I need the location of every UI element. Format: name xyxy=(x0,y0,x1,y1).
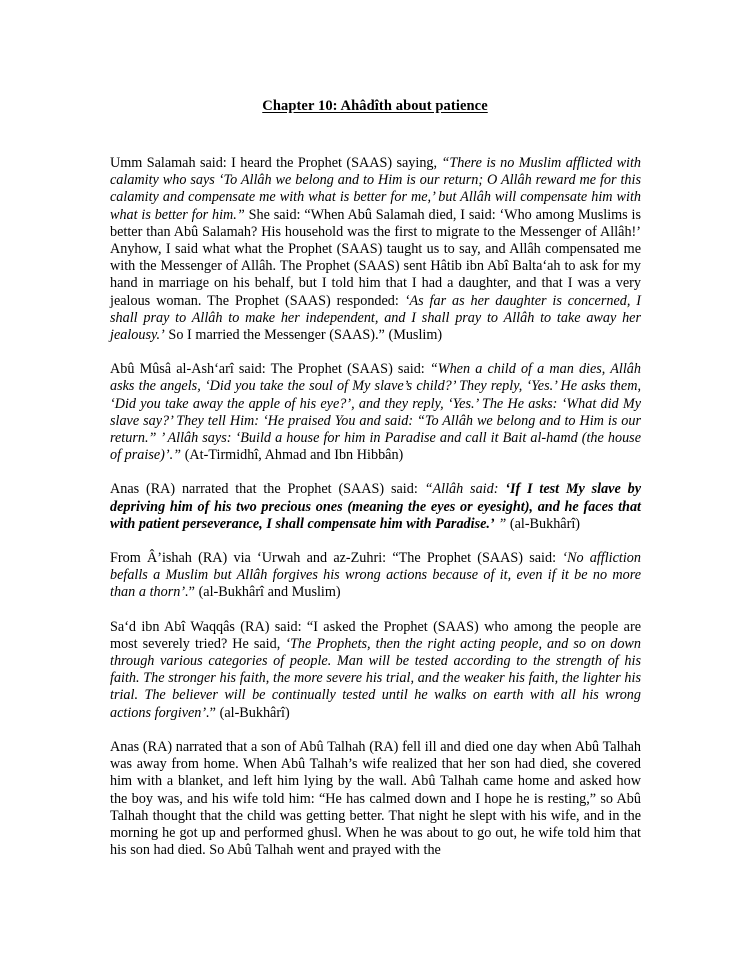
text-run-italic: “When a child of a man dies, Allâh asks the angels, ‘Did you take the soul of My slave’s child?’ They reply, ‘Yes.’ He asks them, ‘Did you take away the apple of his eye?’, and they reply, ‘Yes.’ The He asks: ‘What did My slave say?’ They tell Him: ‘He praised You and said: “To Allâh we belong and to Him is our return.” ’ Allâh says: ‘Build a house for him in Paradise and call it Bait al-hamd (the house of praise)’.” xyxy=(110,361,641,464)
text-run-regular: Abû Mûsâ al-Ash‘arî said: The Prophet (SAAS) said: xyxy=(110,361,430,378)
page-title xyxy=(0,98,750,115)
page-title-text: Chapter 10: Ahâdîth about patience xyxy=(262,97,488,114)
text-run-regular: Umm Salamah said: I heard the Prophet (SAAS) saying, xyxy=(110,155,442,171)
text-run-regular: She said: “When Abû Salamah died, I said: ‘Who among Muslims is better than Abû Salamah? His household was the first to migrate to the Messenger of Allâh!’ Anyhow, I said what what the Prophet (SAAS) taught us to say, and Allâh compensated me with the Messenger of Allâh. The Prophet (SAAS) sent Hâtib ibn Abî Balta‘ah to ask for my hand in marriage on his behalf, but I told him that I had a daughter, and that I was a very jealous woman. The Prophet (SAAS) responded: xyxy=(110,206,641,309)
text-run-regular: Sa‘d ibn Abî Waqqâs (RA) said: “I asked the Prophet (SAAS) who among the people are most severely tried? He said, xyxy=(110,618,641,652)
text-run-regular: (At-Tirmidhî, Ahmad and Ibn Hibbân) xyxy=(181,447,404,464)
paragraph-abu-musa-al-ashari xyxy=(110,361,641,464)
paragraph-umm-salamah xyxy=(110,155,641,344)
text-run-bold-italic: ‘If I test My slave by depriving him of his two precious ones (meaning the eyes or eyesight), and he faces that with patient perseverance, I shall compensate him with Paradise.’ xyxy=(110,481,641,532)
text-run-italic: ” xyxy=(494,515,507,532)
text-run-regular: Anas (RA) narrated that a son of Abû Talhah (RA) fell ill and died one day when Abû Talhah was away from home. When Abû Talhah’s wife realized that her son had died, she covered him with a blanket, and left him lying by the wall. Abû Talhah came home and asked how the boy was, and his wife told him: “He has calmed down and I hope he is resting,” so Abû Talhah thought that the child was getting better. That night he slept with his wife, and in the morning he got up and performed ghusl. When he was about to go out, he wife told him that his son had died. So Abû Talhah went and prayed with the xyxy=(110,738,641,859)
paragraph-abu-talhah xyxy=(110,739,641,859)
paragraph-sad-ibn-abi-waqqas xyxy=(110,619,641,722)
text-run-regular: Anas (RA) narrated that the Prophet (SAAS) said: xyxy=(110,481,425,498)
paragraph-anas-allah-said xyxy=(110,481,641,533)
document-body xyxy=(110,155,641,859)
text-run-regular: So I married the Messenger (SAAS).” (Muslim) xyxy=(164,327,443,344)
text-run-italic: “There is no Muslim afflicted with calamity who says ‘To Allâh we belong and to Him is our return; O Allâh reward me for this calamity and compensate me with what is better for me,’ but Allâh will compensate him with what is better for him.” xyxy=(110,155,642,223)
text-run-italic: ‘No affliction befalls a Muslim but Allâh forgives his wrong actions because of it, even if it be no more than a thorn’. xyxy=(110,550,641,601)
text-run-regular: (al-Bukhârî) xyxy=(506,515,580,532)
text-run-italic: ‘The Prophets, then the right acting people, and so on down through various categories of people. Man will be tested according to the strength of his faith. The stronger his faith, the more severe his trial, and the weaker his faith, the lighter his trial. The believer will be continually tested until he walks on earth with all his wrong actions forgiven’. xyxy=(110,635,641,721)
text-run-regular: ” (al-Bukhârî and Muslim) xyxy=(188,584,341,601)
text-run-regular: ” (al-Bukhârî) xyxy=(209,704,290,721)
paragraph-aishah-urwah-az-zuhri xyxy=(110,550,641,602)
text-run-italic: ‘As far as her daughter is concerned, I shall pray to Allâh to make her independent, and I shall pray to Allâh to take away her jealousy.’ xyxy=(110,292,641,344)
text-run-italic: “Allâh said: xyxy=(424,481,506,498)
text-run-regular: From Â’ishah (RA) via ‘Urwah and az-Zuhri: “The Prophet (SAAS) said: xyxy=(110,550,563,567)
